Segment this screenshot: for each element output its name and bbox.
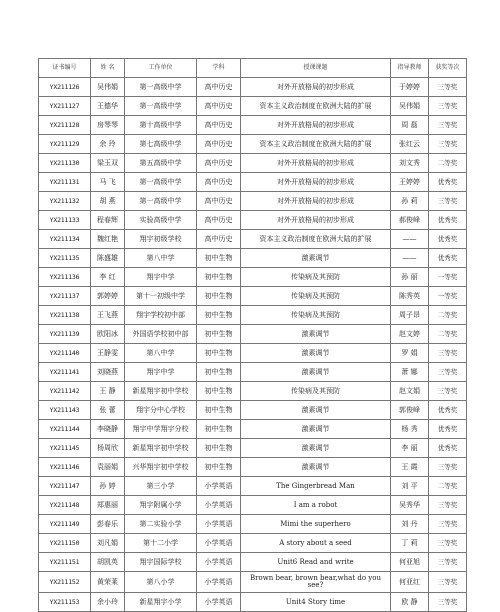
name-cell: 胡凯英 (91, 553, 125, 572)
award-cell: 优秀奖 (429, 420, 467, 439)
topic-cell: 激素调节 (241, 363, 391, 382)
mentor-cell: 孙 莉 (391, 192, 429, 211)
unit-cell: 第八中学 (125, 344, 197, 363)
header-unit: 工作单位 (125, 59, 197, 78)
name-cell: 胡 燕 (91, 192, 125, 211)
mentor-cell: 王 霞 (391, 458, 429, 477)
cert-no-cell: YX211145 (39, 439, 91, 458)
topic-cell: 传染病及其预防 (241, 306, 391, 325)
mentor-cell: 杨 秀 (391, 420, 429, 439)
subject-cell: 初中生物 (197, 249, 241, 268)
unit-cell: 新星翔宇小学 (125, 593, 197, 612)
subject-cell: 高中历史 (197, 78, 241, 97)
mentor-cell: 郭俊峰 (391, 401, 429, 420)
cert-no-cell: YX211135 (39, 249, 91, 268)
topic-cell: 对外开放格局的初步形成 (241, 116, 391, 135)
name-cell: 余 玲 (91, 135, 125, 154)
award-cell: 优秀奖 (429, 401, 467, 420)
topic-cell: 激素调节 (241, 344, 391, 363)
name-cell: 马 飞 (91, 173, 125, 192)
award-cell: 三等奖 (429, 593, 467, 612)
mentor-cell: 萧 娜 (391, 363, 429, 382)
unit-cell: 第八中学 (125, 249, 197, 268)
subject-cell: 初中生物 (197, 344, 241, 363)
name-cell: 杨周欣 (91, 439, 125, 458)
subject-cell: 初中生物 (197, 287, 241, 306)
topic-cell: 对外开放格局的初步形成 (241, 78, 391, 97)
cert-no-cell: YX211139 (39, 325, 91, 344)
unit-cell: 兴华翔宇初中学校 (125, 458, 197, 477)
award-cell: 二等奖 (429, 306, 467, 325)
unit-cell: 新星翔宇初中学校 (125, 439, 197, 458)
cert-no-cell: YX211132 (39, 192, 91, 211)
award-cell: 三等奖 (429, 192, 467, 211)
subject-cell: 初中生物 (197, 268, 241, 287)
unit-cell: 新星翔宇初中学校 (125, 382, 197, 401)
mentor-cell: 郝俊峰 (391, 211, 429, 230)
name-cell: 黄荣莱 (91, 572, 125, 593)
award-cell: 三等奖 (429, 496, 467, 515)
subject-cell: 高中历史 (197, 97, 241, 116)
name-cell: 魏红艳 (91, 230, 125, 249)
unit-cell: 翔宇国际学校 (125, 553, 197, 572)
unit-cell: 实验高级中学 (125, 211, 197, 230)
award-cell: 二等奖 (429, 154, 467, 173)
table-row (39, 593, 467, 612)
subject-cell: 高中历史 (197, 211, 241, 230)
cert-no-cell: YX211128 (39, 116, 91, 135)
award-table (38, 58, 467, 612)
cert-no-cell: YX211146 (39, 458, 91, 477)
award-cell: 三等奖 (429, 515, 467, 534)
name-cell: 余小玲 (91, 593, 125, 612)
topic-cell: 对外开放格局的初步形成 (241, 173, 391, 192)
unit-cell: 翔宇初级学校 (125, 230, 197, 249)
topic-cell: The Gingerbread Man (241, 477, 391, 496)
table-row (39, 78, 467, 97)
mentor-cell: 赵文娟 (391, 382, 429, 401)
name-cell: 彭春乐 (91, 515, 125, 534)
name-cell: 刘晓燕 (91, 363, 125, 382)
name-cell: 欧阳冰 (91, 325, 125, 344)
topic-cell: 激素调节 (241, 458, 391, 477)
name-cell: 房琴琴 (91, 116, 125, 135)
table-row (39, 439, 467, 458)
cert-no-cell: YX211140 (39, 344, 91, 363)
cert-no-cell: YX211153 (39, 593, 91, 612)
header-subject: 学科 (197, 59, 241, 78)
topic-cell: Mimi the superhero (241, 515, 391, 534)
cert-no-cell: YX211137 (39, 287, 91, 306)
cert-no-cell: YX211150 (39, 534, 91, 553)
unit-cell: 翔宇分中心学校 (125, 401, 197, 420)
topic-cell: 传染病及其预防 (241, 287, 391, 306)
name-cell: 梁玉双 (91, 154, 125, 173)
topic-cell: Unit4 Story time (241, 593, 391, 612)
name-cell: 郑惠丽 (91, 496, 125, 515)
mentor-cell: 刘 丹 (391, 515, 429, 534)
award-cell: 一等奖 (429, 268, 467, 287)
cert-no-cell: YX211134 (39, 230, 91, 249)
subject-cell: 小学英语 (197, 534, 241, 553)
unit-cell: 第一高级中学 (125, 173, 197, 192)
award-cell: 优秀奖 (429, 211, 467, 230)
award-cell: 三等奖 (429, 363, 467, 382)
mentor-cell: 陈秀英 (391, 287, 429, 306)
table-row (39, 230, 467, 249)
subject-cell: 高中历史 (197, 230, 241, 249)
award-cell: 三等奖 (429, 572, 467, 593)
award-cell: 二等奖 (429, 325, 467, 344)
subject-cell: 初中生物 (197, 306, 241, 325)
mentor-cell: —— (391, 249, 429, 268)
mentor-cell: 吴秀华 (391, 496, 429, 515)
cert-no-cell: YX211143 (39, 401, 91, 420)
award-cell: 三等奖 (429, 553, 467, 572)
cert-no-cell: YX211127 (39, 97, 91, 116)
topic-cell: 对外开放格局的初步形成 (241, 211, 391, 230)
unit-cell: 第十一初级中学 (125, 287, 197, 306)
unit-cell: 第二实验小学 (125, 515, 197, 534)
mentor-cell: 欧 静 (391, 593, 429, 612)
name-cell: 王德华 (91, 97, 125, 116)
table-body (39, 78, 467, 612)
mentor-cell: 孙 丽 (391, 268, 429, 287)
mentor-cell: 罗 娟 (391, 344, 429, 363)
unit-cell: 第一高级中学 (125, 192, 197, 211)
topic-cell: 传染病及其预防 (241, 382, 391, 401)
subject-cell: 小学英语 (197, 572, 241, 593)
table-row (39, 306, 467, 325)
mentor-cell: 王婷婷 (391, 173, 429, 192)
mentor-cell: 吴伟娟 (391, 97, 429, 116)
cert-no-cell: YX211147 (39, 477, 91, 496)
award-cell: 三等奖 (429, 135, 467, 154)
topic-cell: Unit6 Read and write (241, 553, 391, 572)
table-row (39, 325, 467, 344)
name-cell: 李 红 (91, 268, 125, 287)
unit-cell: 第五高级中学 (125, 154, 197, 173)
subject-cell: 高中历史 (197, 116, 241, 135)
topic-cell: 对外开放格局的初步形成 (241, 192, 391, 211)
name-cell: 陈盛雄 (91, 249, 125, 268)
name-cell: 李晓静 (91, 420, 125, 439)
cert-no-cell: YX211148 (39, 496, 91, 515)
table-row (39, 192, 467, 211)
table-row (39, 401, 467, 420)
table-row (39, 477, 467, 496)
header-cert-no: 证书编号 (39, 59, 91, 78)
award-cell: 三等奖 (429, 458, 467, 477)
unit-cell: 翔宇中学翔宇分校 (125, 420, 197, 439)
table-header-row (39, 59, 467, 78)
subject-cell: 高中历史 (197, 173, 241, 192)
unit-cell: 翔宇学校初中部 (125, 306, 197, 325)
award-cell: 三等奖 (429, 534, 467, 553)
topic-cell: 激素调节 (241, 420, 391, 439)
header-name: 姓 名 (91, 59, 125, 78)
mentor-cell: 于婷婷 (391, 78, 429, 97)
cert-no-cell: YX211126 (39, 78, 91, 97)
award-cell: 优秀奖 (429, 230, 467, 249)
subject-cell: 初中生物 (197, 439, 241, 458)
award-cell: 三等奖 (429, 382, 467, 401)
table-row (39, 135, 467, 154)
table-row (39, 572, 467, 593)
header-mentor: 指导教师 (391, 59, 429, 78)
table-row (39, 249, 467, 268)
unit-cell: 翔宇中学 (125, 363, 197, 382)
name-cell: 王静雯 (91, 344, 125, 363)
award-cell: 三等奖 (429, 344, 467, 363)
table-row (39, 496, 467, 515)
topic-cell: 激素调节 (241, 249, 391, 268)
subject-cell: 小学英语 (197, 477, 241, 496)
mentor-cell: 何亚红 (391, 572, 429, 593)
cert-no-cell: YX211129 (39, 135, 91, 154)
topic-cell: I am a robot (241, 496, 391, 515)
award-cell: 一等奖 (429, 287, 467, 306)
subject-cell: 初中生物 (197, 363, 241, 382)
cert-no-cell: YX211141 (39, 363, 91, 382)
table-row (39, 97, 467, 116)
unit-cell: 第七高级中学 (125, 135, 197, 154)
mentor-cell: 周子昂 (391, 306, 429, 325)
unit-cell: 外国语学校初中部 (125, 325, 197, 344)
unit-cell: 第十高级中学 (125, 116, 197, 135)
cert-no-cell: YX211142 (39, 382, 91, 401)
table-row (39, 116, 467, 135)
table-row (39, 287, 467, 306)
mentor-cell: 何亚旭 (391, 553, 429, 572)
award-cell: 三等奖 (429, 78, 467, 97)
table-row (39, 154, 467, 173)
table-row (39, 515, 467, 534)
mentor-cell: 赵文婷 (391, 325, 429, 344)
mentor-cell: 刘 平 (391, 477, 429, 496)
subject-cell: 初中生物 (197, 382, 241, 401)
name-cell: 王 静 (91, 382, 125, 401)
cert-no-cell: YX211131 (39, 173, 91, 192)
subject-cell: 初中生物 (197, 325, 241, 344)
name-cell: 刘凡娟 (91, 534, 125, 553)
subject-cell: 高中历史 (197, 154, 241, 173)
unit-cell: 翔宇中学 (125, 268, 197, 287)
unit-cell: 第十二小学 (125, 534, 197, 553)
topic-cell: Brown bear, brown bear,what do you see? (241, 572, 391, 593)
name-cell: 张 蕾 (91, 401, 125, 420)
cert-no-cell: YX211130 (39, 154, 91, 173)
topic-cell: 激素调节 (241, 325, 391, 344)
certificate-table-container (38, 58, 466, 612)
table-row (39, 268, 467, 287)
mentor-cell: 刘文秀 (391, 154, 429, 173)
subject-cell: 小学英语 (197, 496, 241, 515)
name-cell: 王飞燕 (91, 306, 125, 325)
topic-cell: 资本主义政治制度在欧洲大陆的扩展 (241, 97, 391, 116)
award-cell: 三等奖 (429, 116, 467, 135)
mentor-cell: 丁 莉 (391, 534, 429, 553)
header-award: 获奖等次 (429, 59, 467, 78)
subject-cell: 初中生物 (197, 401, 241, 420)
topic-cell: 对外开放格局的初步形成 (241, 154, 391, 173)
table-row (39, 363, 467, 382)
subject-cell: 高中历史 (197, 135, 241, 154)
subject-cell: 高中历史 (197, 192, 241, 211)
unit-cell: 第一高级中学 (125, 78, 197, 97)
unit-cell: 第一高级中学 (125, 97, 197, 116)
topic-cell: 资本主义政治制度在欧洲大陆的扩展 (241, 230, 391, 249)
topic-cell: 传染病及其预防 (241, 268, 391, 287)
name-cell: 袁丽娟 (91, 458, 125, 477)
table-row (39, 344, 467, 363)
cert-no-cell: YX211151 (39, 553, 91, 572)
mentor-cell: 李 丽 (391, 439, 429, 458)
topic-cell: 激素调节 (241, 439, 391, 458)
award-cell: 三等奖 (429, 97, 467, 116)
cert-no-cell: YX211138 (39, 306, 91, 325)
mentor-cell: 张红云 (391, 135, 429, 154)
mentor-cell: 周 磊 (391, 116, 429, 135)
name-cell: 程春辉 (91, 211, 125, 230)
topic-cell: 资本主义政治制度在欧洲大陆的扩展 (241, 135, 391, 154)
subject-cell: 小学英语 (197, 515, 241, 534)
name-cell: 孙 婷 (91, 477, 125, 496)
subject-cell: 初中生物 (197, 420, 241, 439)
cert-no-cell: YX211133 (39, 211, 91, 230)
table-row (39, 211, 467, 230)
subject-cell: 小学英语 (197, 553, 241, 572)
cert-no-cell: YX211149 (39, 515, 91, 534)
cert-no-cell: YX211136 (39, 268, 91, 287)
award-cell: 优秀奖 (429, 249, 467, 268)
table-row (39, 382, 467, 401)
header-topic: 授课课题 (241, 59, 391, 78)
subject-cell: 初中生物 (197, 458, 241, 477)
award-cell: 优秀奖 (429, 173, 467, 192)
table-row (39, 553, 467, 572)
award-cell: 二等奖 (429, 477, 467, 496)
table-row (39, 420, 467, 439)
cert-no-cell: YX211144 (39, 420, 91, 439)
topic-cell: A story about a seed (241, 534, 391, 553)
topic-cell: 激素调节 (241, 401, 391, 420)
unit-cell: 第八小学 (125, 572, 197, 593)
unit-cell: 第三小学 (125, 477, 197, 496)
table-row (39, 534, 467, 553)
name-cell: 郭婷婷 (91, 287, 125, 306)
award-cell: 优秀奖 (429, 439, 467, 458)
subject-cell: 小学英语 (197, 593, 241, 612)
name-cell: 吴伟娟 (91, 78, 125, 97)
table-row (39, 458, 467, 477)
cert-no-cell: YX211152 (39, 572, 91, 593)
table-row (39, 173, 467, 192)
unit-cell: 翔宇附属小学 (125, 496, 197, 515)
mentor-cell: —— (391, 230, 429, 249)
